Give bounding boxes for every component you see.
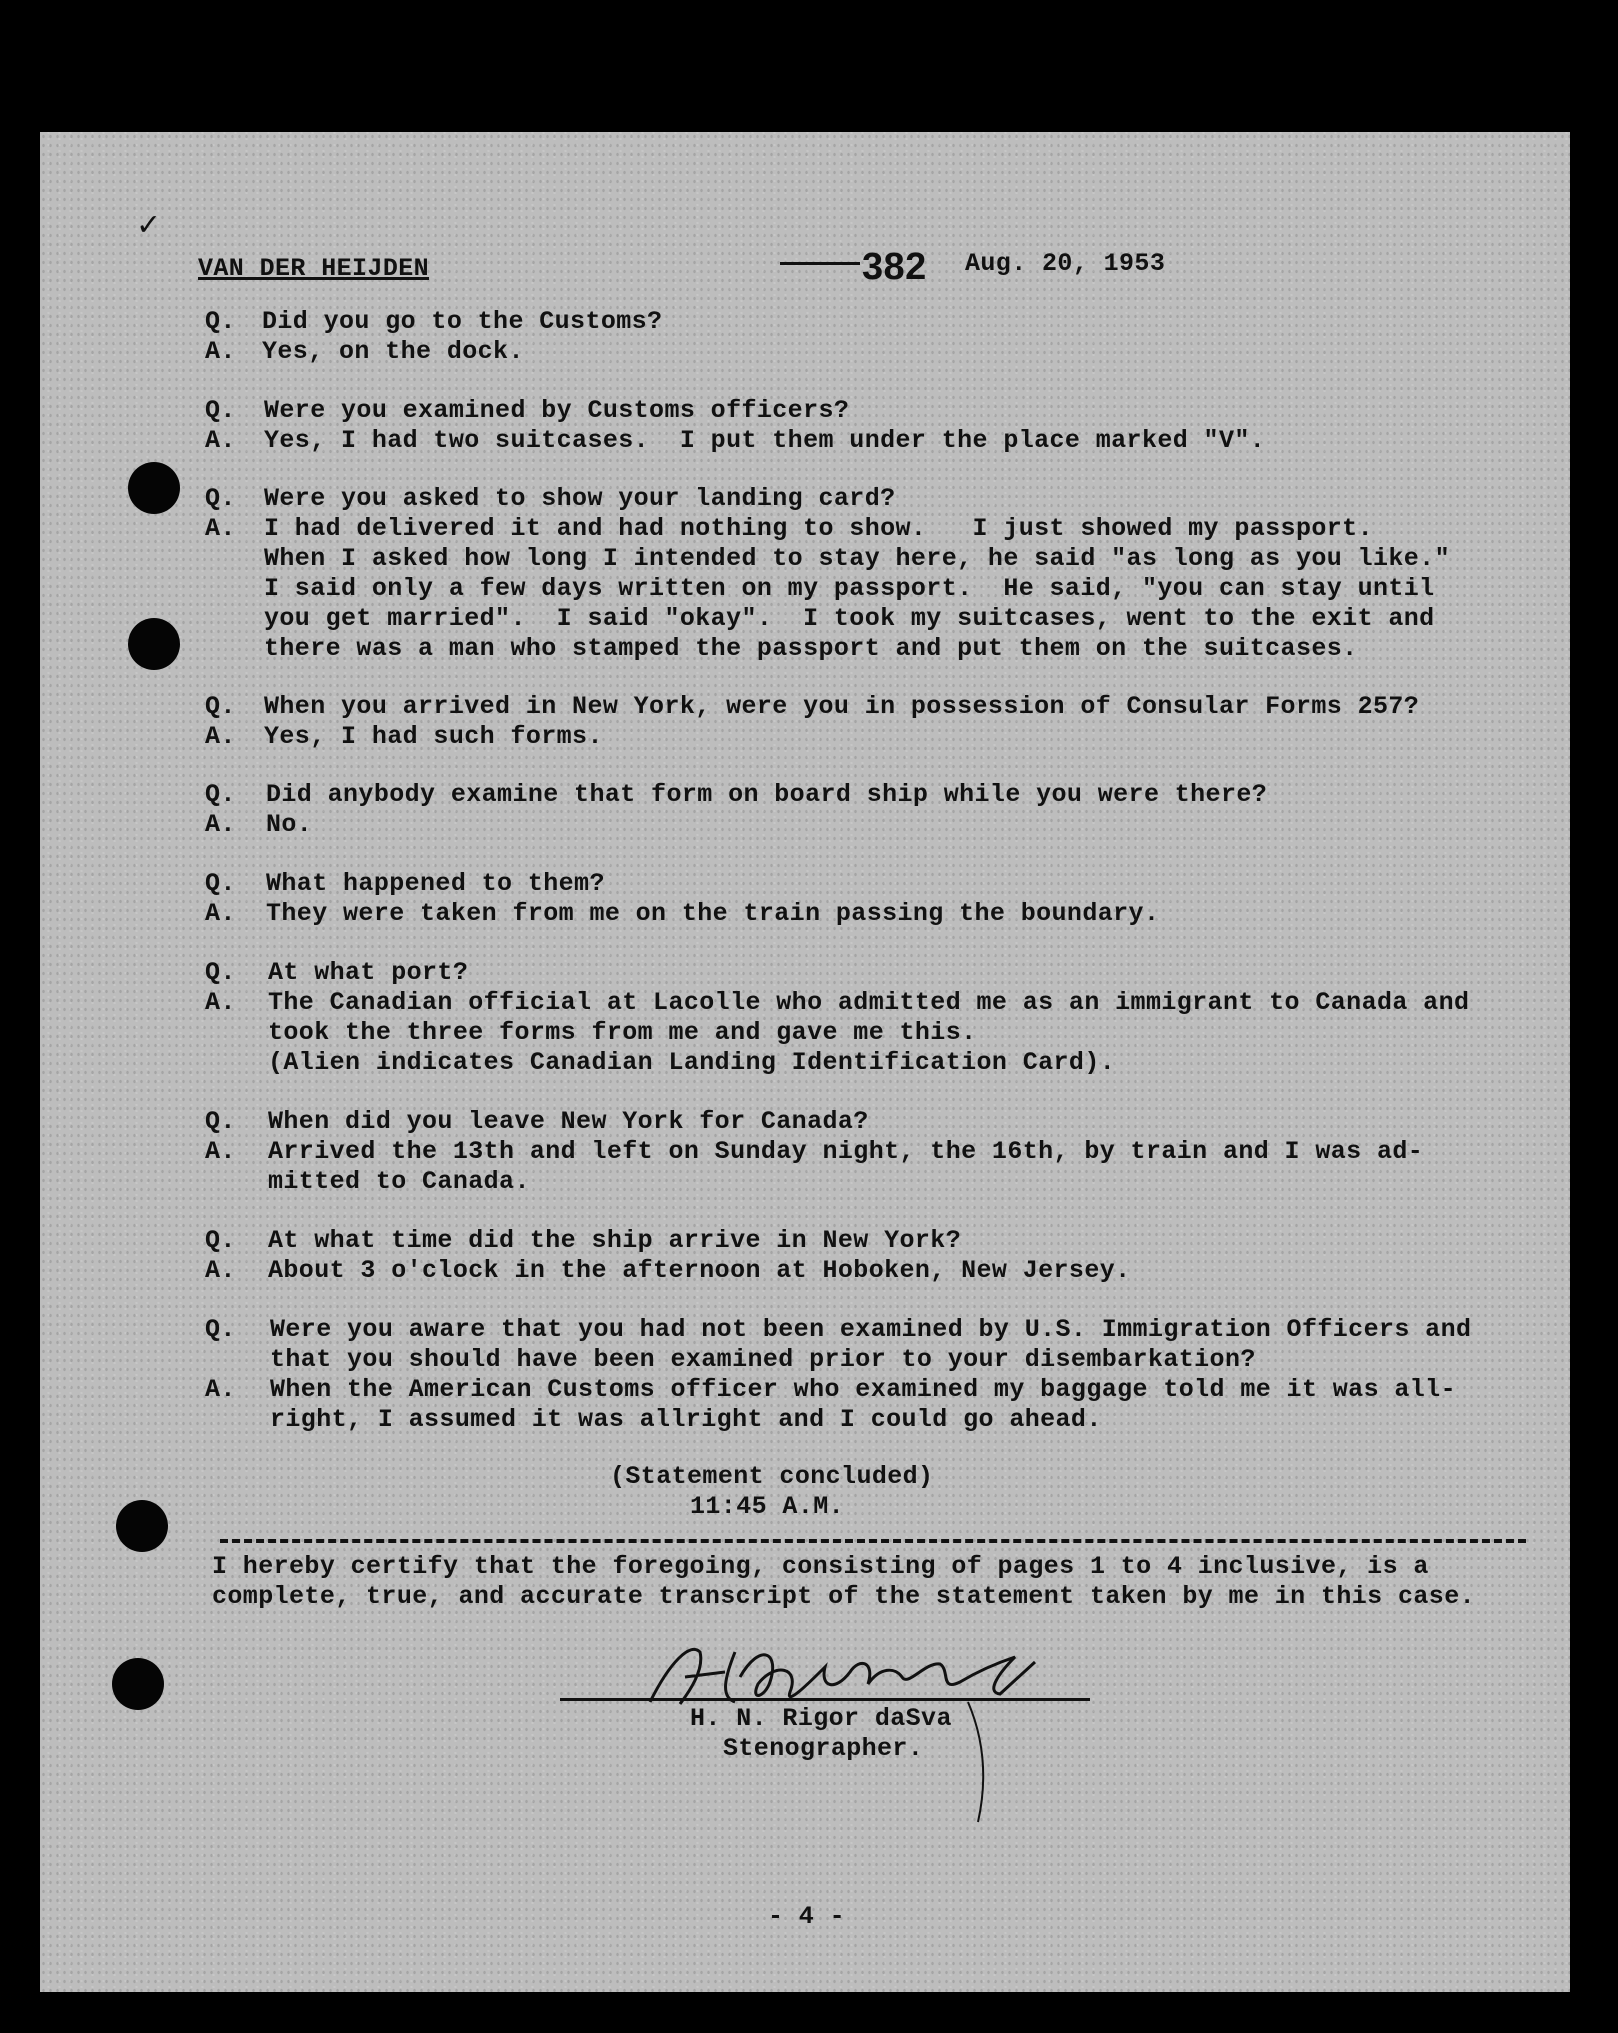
a-label: A. bbox=[205, 988, 236, 1017]
answer-text: They were taken from me on the train passing the boundary. bbox=[266, 899, 1160, 928]
document-page bbox=[40, 132, 1570, 1992]
answer-text: Arrived the 13th and left on Sunday night, the 16th, by train and I was ad- mitted to Canada. bbox=[268, 1137, 1424, 1196]
a-label: A. bbox=[205, 722, 236, 751]
answer-text: Yes, on the dock. bbox=[262, 337, 524, 366]
punch-hole bbox=[128, 618, 180, 670]
header-dash bbox=[780, 262, 860, 265]
question-text: At what time did the ship arrive in New York? bbox=[268, 1226, 962, 1255]
question-text: At what port? bbox=[268, 958, 469, 987]
a-label: A. bbox=[205, 1256, 236, 1285]
punch-hole bbox=[112, 1658, 164, 1710]
answer-text: Yes, I had two suitcases. I put them under the place marked "V". bbox=[264, 426, 1266, 455]
a-label: A. bbox=[205, 426, 236, 455]
statement-concluded: (Statement concluded) bbox=[610, 1462, 934, 1491]
answer-text: No. bbox=[266, 810, 313, 839]
page-number-stamp: 382 bbox=[862, 246, 927, 288]
answer-text: When the American Customs officer who examined my baggage told me it was all- right, I assumed it was allright and I could go ahead. bbox=[270, 1375, 1456, 1434]
a-label: A. bbox=[205, 1137, 236, 1166]
question-text: Were you examined by Customs officers? bbox=[264, 396, 850, 425]
punch-hole bbox=[116, 1500, 168, 1552]
certification-text: I hereby certify that the foregoing, consisting of pages 1 to 4 inclusive, is a complete, true, and accurate transcript of the statement taken by me in this case. bbox=[212, 1552, 1475, 1611]
statement-time: 11:45 A.M. bbox=[690, 1492, 845, 1521]
signer-name: H. N. Rigor daSva bbox=[690, 1704, 952, 1733]
question-text: Were you aware that you had not been examined by U.S. Immigration Officers and that you should have been examined prior to your disembarkation? bbox=[270, 1315, 1472, 1374]
q-label: Q. bbox=[205, 1226, 236, 1255]
q-label: Q. bbox=[205, 1107, 236, 1136]
q-label: Q. bbox=[205, 307, 236, 336]
q-label: Q. bbox=[205, 869, 236, 898]
signer-title: Stenographer. bbox=[723, 1734, 924, 1763]
q-label: Q. bbox=[205, 692, 236, 721]
header-check-mark: ✓ bbox=[138, 208, 159, 246]
a-label: A. bbox=[205, 337, 236, 366]
page-footer-number: - 4 - bbox=[768, 1902, 846, 1931]
question-text: Were you asked to show your landing card? bbox=[264, 484, 896, 513]
a-label: A. bbox=[205, 810, 236, 839]
question-text: Did you go to the Customs? bbox=[262, 307, 663, 336]
header-date: Aug. 20, 1953 bbox=[965, 249, 1166, 278]
answer-text: Yes, I had such forms. bbox=[264, 722, 603, 751]
question-text: What happened to them? bbox=[266, 869, 605, 898]
a-label: A. bbox=[205, 899, 236, 928]
question-text: When did you leave New York for Canada? bbox=[268, 1107, 869, 1136]
q-label: Q. bbox=[205, 780, 236, 809]
q-label: Q. bbox=[205, 484, 236, 513]
q-label: Q. bbox=[205, 396, 236, 425]
q-label: Q. bbox=[205, 1315, 236, 1344]
dashed-divider bbox=[220, 1539, 1526, 1543]
a-label: A. bbox=[205, 1375, 236, 1404]
question-text: When you arrived in New York, were you in possession of Consular Forms 257? bbox=[264, 692, 1420, 721]
question-text: Did anybody examine that form on board ship while you were there? bbox=[266, 780, 1268, 809]
answer-text: The Canadian official at Lacolle who admitted me as an immigrant to Canada and took the three forms from me and gave me this. (Alien indicates Canadian Landing Identification Card). bbox=[268, 988, 1470, 1077]
answer-text: I had delivered it and had nothing to show. I just showed my passport. When I asked how long I intended to stay here, he said "as long as you like." I said only a few days written on my passport. He said, "you can stay until you get married". I said "okay". I took my suitcases, went to the exit and there was a man who stamped the passport and put them on the suitcases. bbox=[264, 514, 1450, 663]
punch-hole bbox=[128, 462, 180, 514]
answer-text: About 3 o'clock in the afternoon at Hoboken, New Jersey. bbox=[268, 1256, 1131, 1285]
signature-flourish bbox=[958, 1697, 1018, 1827]
header-name: VAN DER HEIJDEN bbox=[198, 254, 430, 283]
a-label: A. bbox=[205, 514, 236, 543]
q-label: Q. bbox=[205, 958, 236, 987]
